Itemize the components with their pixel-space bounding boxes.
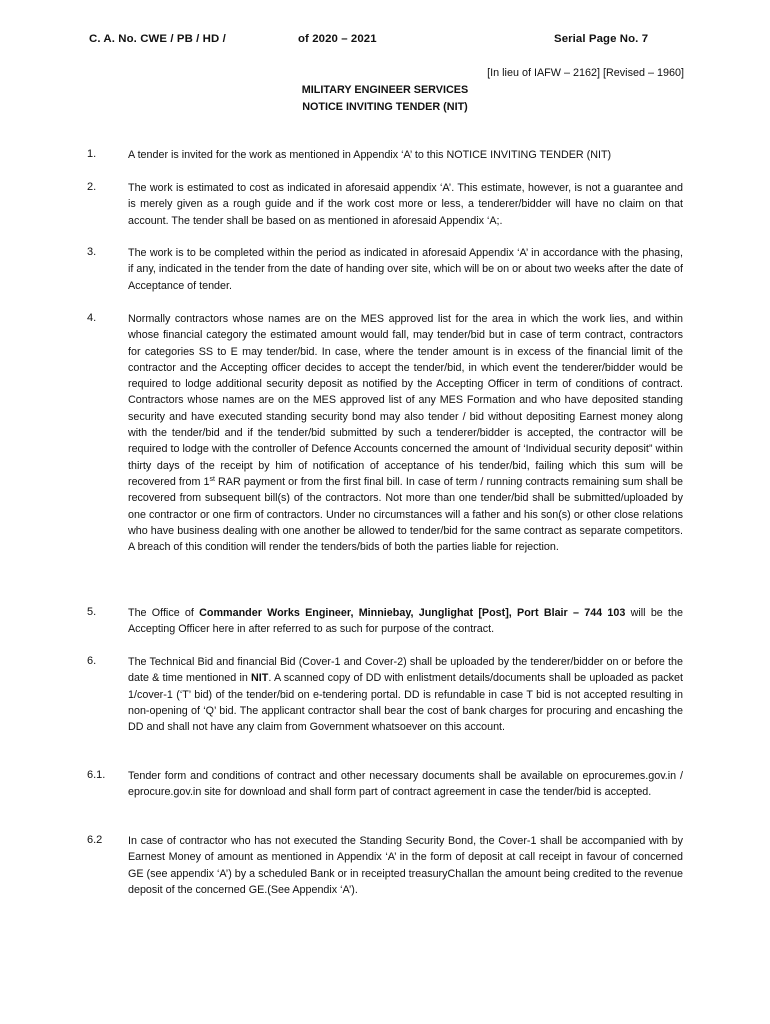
- para-6-2-number: 6.2: [87, 834, 103, 846]
- para-5-text-a: The Office of: [128, 607, 200, 619]
- accepting-officer-name: Commander Works Engineer, Minniebay, Junglighat [Post], Port Blair – 744 103: [199, 607, 626, 619]
- para-6-number: 6.: [87, 655, 97, 667]
- para-6-text-b: . A scanned copy of DD with enlistment details/documents shall be uploaded as packet 1/cover-1 (‘T’ bid) of the tender/bid on e-tendering portal. DD is refundable in case T bid is not accepted resulting in non-opening of ‘Q’ bid. The applicant contractor shall bear the cost of bank charges for procuring and encashing the DD and shall not have any claim from Government whatsoever on this account.: [128, 672, 683, 734]
- para-1-text: A tender is invited for the work as mentioned in Appendix ‘A’ to this NOTICE INVITING TENDER (NIT): [128, 149, 612, 161]
- para-5-text: [128, 605, 683, 638]
- para-3-number: 3.: [87, 246, 97, 258]
- para-6-2-text: In case of contractor who has not executed the Standing Security Bond, the Cover-1 shall be accompanied with by Earnest Money of amount as mentioned in Appendix ‘A’ in the form of deposit at call receipt in favour of concerned GE (see appendix ‘A’) by a scheduled Bank or in receipted treasuryChallan the amount being credited to the revenue deposit of the concerned GE.(See Appendix ‘A’).: [128, 835, 683, 896]
- contract-year: of 2020 – 2021: [298, 33, 377, 45]
- contract-number: C. A. No. CWE / PB / HD /: [89, 33, 226, 45]
- superscript-st: st: [209, 475, 215, 483]
- para-3-text: The work is to be completed within the period as indicated in aforesaid Appendix ‘A’ in accordance with the phasing, if any, indicated in the tender from the date of handing over site, which will be on or about two weeks after the date of Acceptance of tender.: [128, 247, 683, 292]
- para-4-text-a: Normally contractors whose names are on the MES approved list for the area in which the work lies, and within whose financial category the estimated amount would fall, may tender/bid but in case of term contract, contractors for categories SS to E may tender/bid. In case, where the tender amount is in excess of the financial limit of the contractor and the Accepting officer decides to accept the tender/bid, in which event the tenderer/bidder would be required to lodge additional security deposit as notified by the Accepting Officer in term of conditions of contract. Contractors whose names are on the MES approved list of any MES Formation and who have deposited standing security and have executed standing security bond may also tender / bid without depositing Earnest money along with the tender/bid and if the tender/bid submitted by such a tenderer/bidder is accepted, the contractor will be required to lodge with the controller of Defence Accounts concerned the amount of ‘Individual security deposit” within thirty days of the receipt by him of notification of acceptance of his tender/bid, failing which this sum will be recovered from 1: [128, 313, 683, 488]
- para-6-text-a: The Technical Bid and financial Bid (Cover-1 and Cover-2) shall be uploaded by the tenderer/bidder on or before the date & time mentioned in: [128, 656, 683, 685]
- para-5-number: 5.: [87, 606, 97, 618]
- para-6-1-number: 6.1.: [87, 769, 106, 781]
- title-organization: MILITARY ENGINEER SERVICES: [301, 84, 469, 96]
- serial-page-number: Serial Page No. 7: [554, 33, 649, 45]
- para-5-text-b: will be the Accepting Officer here in after referred to as such for purpose of the contract.: [128, 607, 683, 636]
- nit-bold: NIT: [251, 672, 269, 685]
- title-notice: NOTICE INVITING TENDER (NIT): [302, 101, 468, 113]
- para-2-number: 2.: [87, 181, 97, 193]
- para-1-number: 1.: [87, 148, 97, 160]
- para-2-text: The work is estimated to cost as indicated in aforesaid appendix ‘A’. This estimate, however, is not a guarantee and is merely given as a rough guide and if the work cost more or less, a tenderer/bidder will have no claim on that account. The tender shall be based on as mentioned in aforesaid Appendix ‘A;.: [128, 182, 683, 227]
- para-6-text: [128, 654, 683, 735]
- in-lieu-note: [In lieu of IAFW – 2162] [Revised – 1960]: [487, 67, 684, 79]
- para-6-1-text: Tender form and conditions of contract and other necessary documents shall be available on eprocuremes.gov.in / eprocure.gov.in site for download and shall form part of contract agreement in case the tender/bid is accepted.: [128, 770, 683, 799]
- para-4-number: 4.: [87, 312, 97, 324]
- para-4-text: [128, 311, 683, 555]
- para-4-text-b: RAR payment or from the first final bill. In case of term / running contracts remaining sum shall be recovered from subsequent bill(s) of the contractors. Not more than one tender/bid shall be submitted/uploaded by one contractor or one firm of contractors. Under no circumstances will a father and his son(s) or other close relations who have business dealing with one another be allowed to tender/bid for the same contract as separate competitors. A breach of this condition will render the tenders/bids of both the parties liable for rejection.: [128, 475, 683, 554]
